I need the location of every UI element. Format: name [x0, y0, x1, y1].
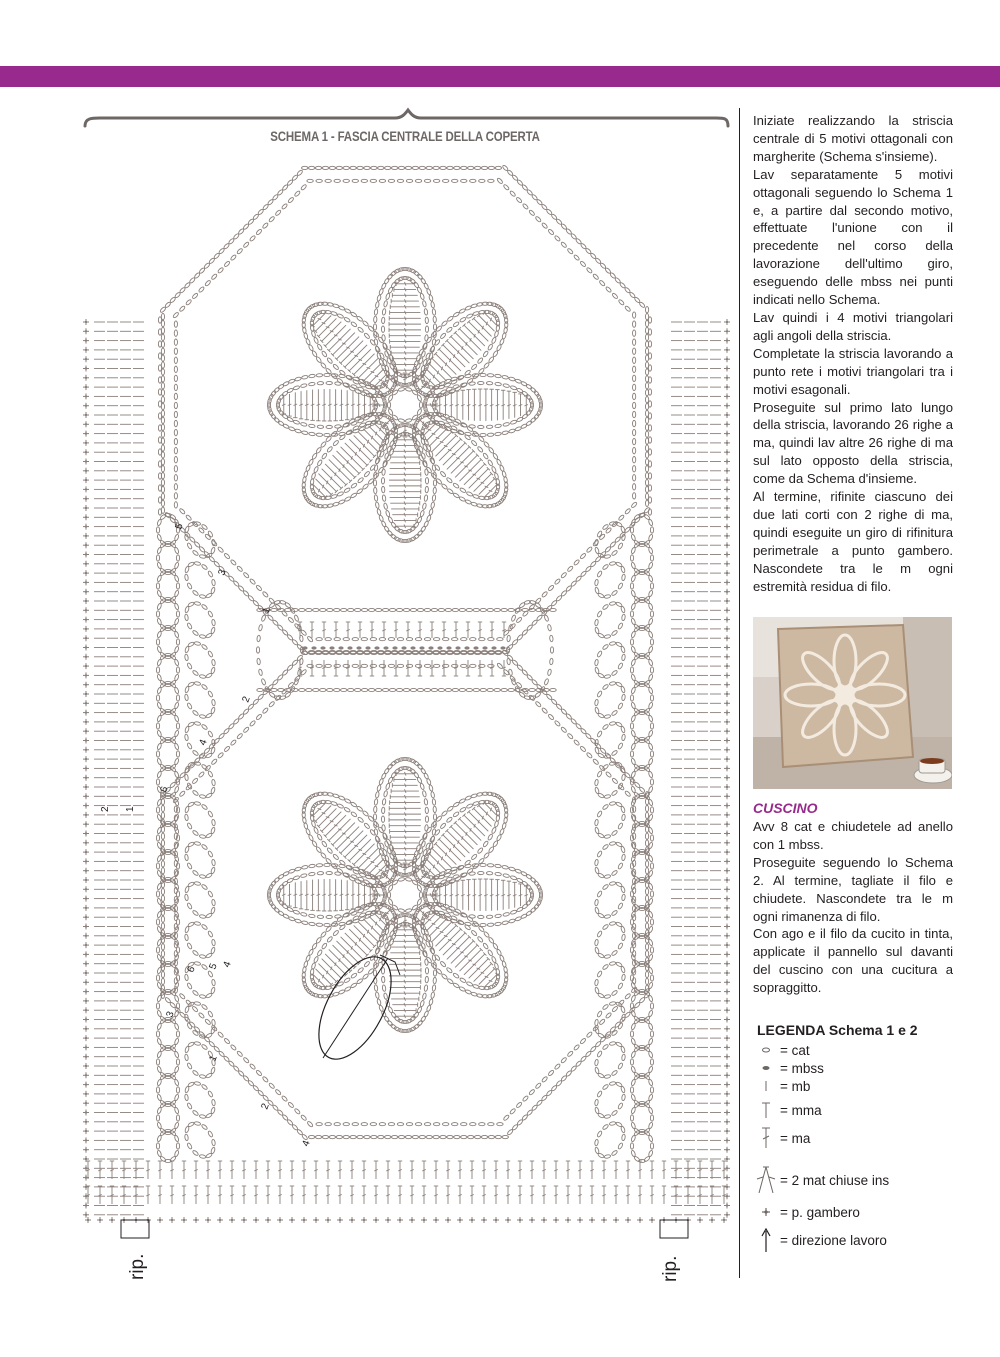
repeat-label-left: rip.: [127, 1253, 148, 1280]
instruction-paragraph: Lav quindi i 4 motivi triangolari agli angoli della striscia.: [753, 309, 953, 343]
half-double-crochet-icon: [754, 1100, 778, 1120]
legend-label: = mbss: [780, 1060, 824, 1076]
legend-item-cat: [754, 1040, 810, 1060]
legend-label: = ma: [780, 1130, 811, 1146]
round-number: 5: [173, 522, 186, 532]
round-number: 5: [207, 962, 220, 972]
chain-stitch-icon: [754, 1040, 778, 1060]
cuscino-instructions: [753, 818, 953, 997]
legend-label: = 2 mat chiuse ins: [780, 1172, 890, 1188]
round-number: 4: [197, 738, 210, 748]
legend-label: = cat: [780, 1042, 810, 1058]
round-number: 4: [221, 960, 234, 970]
instructions: [753, 112, 953, 595]
single-crochet-icon: [754, 1076, 778, 1096]
stitch-chart: [83, 165, 730, 1238]
legend-label: = direzione lavoro: [780, 1232, 887, 1248]
direction-arrow-icon: [754, 1227, 778, 1253]
schema-title: SCHEMA 1 - FASCIA CENTRALE DELLA COPERTA: [270, 128, 540, 144]
instruction-paragraph: Lav separatamente 5 motivi ottagonali seguendo lo Schema 1 e, a partire dal secondo motivo, effettuate l'unione con il precedente nel corso della lavorazione dell'ultimo giro, eseguendo delle mbss nei punti indicati nello Schema.: [753, 166, 953, 308]
round-number: 3: [164, 1010, 177, 1020]
cuscino-paragraph: Con ago e il filo da cucito in tinta, applicate il pannello sul davanti del cuscino con una cucitura a sopraggitto.: [753, 926, 953, 996]
legend-item-ma: [754, 1128, 810, 1148]
legend-item-mb: [754, 1076, 810, 1096]
legend-label: = mma: [780, 1102, 822, 1118]
cluster-stitch-icon: [754, 1166, 778, 1194]
round-number: 1: [207, 1054, 220, 1064]
instruction-paragraph: Al termine, rifinite ciascuno dei due lati corti con 2 righe di ma, quindi eseguite un giro di rifinitura perimetrale a punto gambero. Nascondete tra le m ogni estremità residua di filo.: [753, 489, 953, 594]
legend-title: LEGENDA Schema 1 e 2: [757, 1022, 918, 1038]
slip-stitch-icon: [754, 1058, 778, 1078]
legend-item-gambero: [754, 1202, 860, 1222]
round-number: 1: [260, 606, 273, 616]
edge-row-number: 2: [100, 806, 111, 812]
cushion-photo: [753, 617, 952, 789]
legend-item-cluster: [754, 1168, 889, 1192]
cuscino-paragraph: Avv 8 cat e chiudetele ad anello con 1 mbss.: [753, 819, 953, 852]
edge-row-number: 1: [125, 806, 136, 812]
instruction-paragraph: Proseguite sul primo lato lungo della striscia, lavorando 26 righe a ma, quindi lav altre 26 righe di ma sul lato opposto della striscia, come da Schema d'insieme.: [753, 399, 953, 487]
cuscino-title: CUSCINO: [753, 800, 818, 816]
reverse-stitch-icon: [754, 1202, 778, 1222]
double-crochet-icon: [754, 1128, 778, 1148]
round-number: 6: [158, 785, 171, 795]
round-number: 2: [259, 1102, 272, 1112]
legend-item-direction: [754, 1228, 887, 1252]
cuscino-paragraph: Proseguite seguendo lo Schema 2. Al termine, tagliate il filo e chiudete. Nascondete tra le m ogni rimanenza di filo.: [753, 854, 953, 924]
instruction-paragraph: Completate la striscia lavorando a punto rete i motivi triangolari tra i motivi esagonali.: [753, 345, 953, 397]
round-number: 6: [185, 965, 198, 975]
legend-item-mbss: [754, 1058, 824, 1078]
repeat-label-right: rip.: [660, 1255, 681, 1282]
round-number: 2: [240, 695, 253, 705]
legend-item-mma: [754, 1100, 822, 1120]
legend-label: = p. gambero: [780, 1204, 860, 1220]
instruction-paragraph: Iniziate realizzando la striscia centrale di 5 motivi ottagonali con margherite (Schema s'insieme).: [753, 113, 953, 164]
round-number: 4: [300, 1139, 313, 1149]
column-divider: [739, 108, 740, 1278]
round-number: 3: [216, 568, 229, 578]
legend-label: = mb: [780, 1078, 811, 1094]
